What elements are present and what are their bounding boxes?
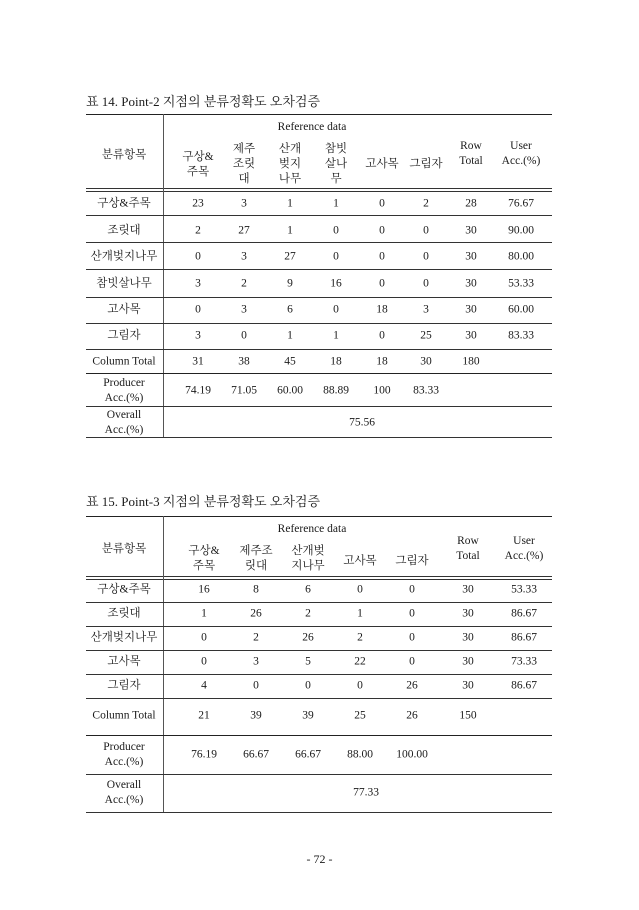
- table-rule: [86, 602, 552, 603]
- table-cell: 5: [305, 655, 311, 668]
- table-cell: 31: [192, 355, 204, 368]
- table-cell: 86.67: [511, 607, 537, 620]
- table-rule: [86, 774, 552, 775]
- table-cell: 16: [198, 583, 210, 596]
- overall-label: Overall Acc.(%): [104, 409, 144, 436]
- column-header: User Acc.(%): [504, 535, 544, 562]
- table-cell: 0: [333, 303, 339, 316]
- table-cell: 21: [198, 709, 210, 722]
- column-header: 그림자: [395, 555, 429, 567]
- producer-cell: 100: [373, 384, 391, 397]
- table-cell: 30: [462, 607, 474, 620]
- table-cell: 1: [287, 329, 293, 342]
- table-rule: [86, 650, 552, 651]
- table-rule: [86, 576, 552, 577]
- producer-cell: 83.33: [413, 384, 439, 397]
- table-cell: 53.33: [511, 583, 537, 596]
- table-rule: [86, 437, 552, 438]
- table-cell: 53.33: [508, 277, 534, 290]
- producer-cell: 74.19: [185, 384, 211, 397]
- table-cell: 45: [284, 355, 296, 368]
- table-rule: [86, 242, 552, 243]
- table-cell: 0: [409, 655, 415, 668]
- table-cell: 26: [302, 631, 314, 644]
- producer-cell: 66.67: [243, 748, 269, 761]
- table-cell: 73.33: [511, 655, 537, 668]
- table-cell: 30: [462, 583, 474, 596]
- table-cell: 0: [201, 631, 207, 644]
- row-label: Column Total: [92, 709, 156, 722]
- table-cell: 26: [406, 679, 418, 692]
- table-rule: [86, 674, 552, 675]
- category-header: 분류항목: [101, 149, 147, 161]
- column-header: User Acc.(%): [501, 140, 541, 167]
- table-cell: 1: [357, 607, 363, 620]
- table-cell: 23: [192, 197, 204, 210]
- producer-label: Producer Acc.(%): [103, 377, 145, 404]
- table14-caption: 표 14. Point-2 지점의 분류정확도 오차검증: [86, 94, 321, 109]
- table-cell: 22: [354, 655, 366, 668]
- table-cell: 0: [195, 250, 201, 263]
- column-header: 산개 벚지 나무: [278, 143, 302, 185]
- table-cell: 16: [330, 277, 342, 290]
- table-cell: 8: [253, 583, 259, 596]
- column-header: 산개벚 지나무: [291, 545, 325, 572]
- table15-caption: 표 15. Point-3 지점의 분류정확도 오차검증: [86, 494, 321, 509]
- table-rule: [86, 626, 552, 627]
- table-cell: 2: [195, 224, 201, 237]
- table-cell: 6: [287, 303, 293, 316]
- row-label: 산개벚지나무: [90, 250, 158, 263]
- table-cell: 30: [462, 655, 474, 668]
- overall-value: 75.56: [349, 416, 375, 429]
- table-cell: 0: [423, 224, 429, 237]
- table-cell: 90.00: [508, 224, 534, 237]
- row-label: 구상&주목: [97, 197, 151, 210]
- table-cell: 180: [462, 355, 480, 368]
- table-cell: 38: [238, 355, 250, 368]
- category-header: 분류항목: [101, 543, 147, 555]
- table-cell: 1: [287, 224, 293, 237]
- table-cell: 3: [423, 303, 429, 316]
- table-cell: 27: [238, 224, 250, 237]
- table-rule: [86, 323, 552, 324]
- table-cell: 30: [465, 303, 477, 316]
- table-cell: 3: [241, 197, 247, 210]
- table-cell: 3: [241, 303, 247, 316]
- table-cell: 2: [357, 631, 363, 644]
- table-divider: [163, 516, 164, 812]
- producer-cell: 88.00: [347, 748, 373, 761]
- column-header: 구상& 주목: [188, 545, 220, 572]
- table-cell: 26: [250, 607, 262, 620]
- table-rule: [86, 114, 552, 115]
- table-rule: [86, 735, 552, 736]
- column-header: 참빗 살나 무: [324, 143, 348, 185]
- table-cell: 86.67: [511, 631, 537, 644]
- column-header: 고사목: [365, 158, 399, 170]
- row-label: 참빗살나무: [96, 277, 152, 290]
- table-rule: [86, 191, 552, 192]
- table-rule: [86, 297, 552, 298]
- table-cell: 0: [379, 197, 385, 210]
- table-cell: 60.00: [508, 303, 534, 316]
- table-cell: 2: [305, 607, 311, 620]
- page-number: - 72 -: [306, 852, 333, 866]
- table-cell: 76.67: [508, 197, 534, 210]
- table-rule: [86, 812, 552, 813]
- table-cell: 0: [379, 224, 385, 237]
- row-label: 그림자: [107, 329, 141, 342]
- column-header: 제주조 릿대: [239, 545, 273, 572]
- producer-cell: 60.00: [277, 384, 303, 397]
- table-cell: 3: [241, 250, 247, 263]
- table-cell: 0: [357, 679, 363, 692]
- table-cell: 0: [195, 303, 201, 316]
- row-label: Column Total: [92, 355, 156, 368]
- row-label: 산개벚지나무: [90, 631, 158, 644]
- table-cell: 39: [302, 709, 314, 722]
- row-label: 그림자: [107, 679, 141, 692]
- reference-data-header: Reference data: [277, 121, 347, 133]
- table-cell: 30: [465, 329, 477, 342]
- table-cell: 30: [462, 679, 474, 692]
- table-cell: 83.33: [508, 329, 534, 342]
- producer-cell: 66.67: [295, 748, 321, 761]
- table-divider: [163, 114, 164, 437]
- table-rule: [86, 188, 552, 189]
- table-rule: [86, 579, 552, 580]
- table-cell: 0: [379, 277, 385, 290]
- producer-cell: 88.89: [323, 384, 349, 397]
- table-cell: 3: [253, 655, 259, 668]
- row-label: 조릿대: [107, 607, 141, 620]
- table-cell: 0: [253, 679, 259, 692]
- table-cell: 6: [305, 583, 311, 596]
- producer-label: Producer Acc.(%): [103, 741, 145, 768]
- table-cell: 1: [287, 197, 293, 210]
- table-cell: 18: [376, 303, 388, 316]
- row-label: 조릿대: [107, 224, 141, 237]
- table14: [86, 114, 552, 440]
- table-cell: 0: [423, 250, 429, 263]
- overall-value: 77.33: [353, 786, 379, 799]
- table-cell: 0: [409, 583, 415, 596]
- table-cell: 2: [253, 631, 259, 644]
- table-cell: 4: [201, 679, 207, 692]
- table-cell: 3: [195, 329, 201, 342]
- table-cell: 1: [333, 329, 339, 342]
- table-cell: 0: [409, 631, 415, 644]
- column-header: 제주 조릿 대: [232, 143, 256, 185]
- table-cell: 86.67: [511, 679, 537, 692]
- table-cell: 30: [465, 224, 477, 237]
- table-cell: 0: [357, 583, 363, 596]
- table-cell: 0: [241, 329, 247, 342]
- table-rule: [86, 349, 552, 350]
- table-cell: 0: [333, 250, 339, 263]
- column-header: 고사목: [343, 555, 377, 567]
- column-header: Row Total: [459, 140, 483, 167]
- table-cell: 0: [305, 679, 311, 692]
- table-cell: 30: [420, 355, 432, 368]
- table-cell: 2: [423, 197, 429, 210]
- table-cell: 28: [465, 197, 477, 210]
- table-rule: [86, 269, 552, 270]
- table-rule: [86, 406, 552, 407]
- table15: [86, 516, 552, 816]
- table-cell: 0: [201, 655, 207, 668]
- table-cell: 25: [354, 709, 366, 722]
- table-cell: 1: [333, 197, 339, 210]
- overall-label: Overall Acc.(%): [104, 779, 144, 806]
- table-cell: 18: [330, 355, 342, 368]
- table-cell: 0: [379, 329, 385, 342]
- table-rule: [86, 516, 552, 517]
- row-label: 구상&주목: [97, 583, 151, 596]
- table-cell: 0: [379, 250, 385, 263]
- table-cell: 80.00: [508, 250, 534, 263]
- table-cell: 30: [462, 631, 474, 644]
- table-cell: 0: [333, 224, 339, 237]
- row-label: 고사목: [107, 303, 141, 316]
- table-cell: 0: [409, 607, 415, 620]
- table-rule: [86, 373, 552, 374]
- table-rule: [86, 698, 552, 699]
- column-header: 그림자: [409, 158, 443, 170]
- table-cell: 2: [241, 277, 247, 290]
- table-cell: 30: [465, 277, 477, 290]
- producer-cell: 71.05: [231, 384, 257, 397]
- table-cell: 0: [423, 277, 429, 290]
- row-label: 고사목: [107, 655, 141, 668]
- table-cell: 9: [287, 277, 293, 290]
- column-header: 구상& 주목: [182, 151, 214, 178]
- table-cell: 26: [406, 709, 418, 722]
- table-cell: 1: [201, 607, 207, 620]
- table-cell: 150: [459, 709, 477, 722]
- reference-data-header: Reference data: [277, 523, 347, 535]
- table-cell: 25: [420, 329, 432, 342]
- table-cell: 39: [250, 709, 262, 722]
- table-cell: 27: [284, 250, 296, 263]
- producer-cell: 76.19: [191, 748, 217, 761]
- table-cell: 18: [376, 355, 388, 368]
- table-cell: 30: [465, 250, 477, 263]
- column-header: Row Total: [456, 535, 480, 562]
- producer-cell: 100.00: [396, 748, 428, 761]
- table-cell: 3: [195, 277, 201, 290]
- table-rule: [86, 215, 552, 216]
